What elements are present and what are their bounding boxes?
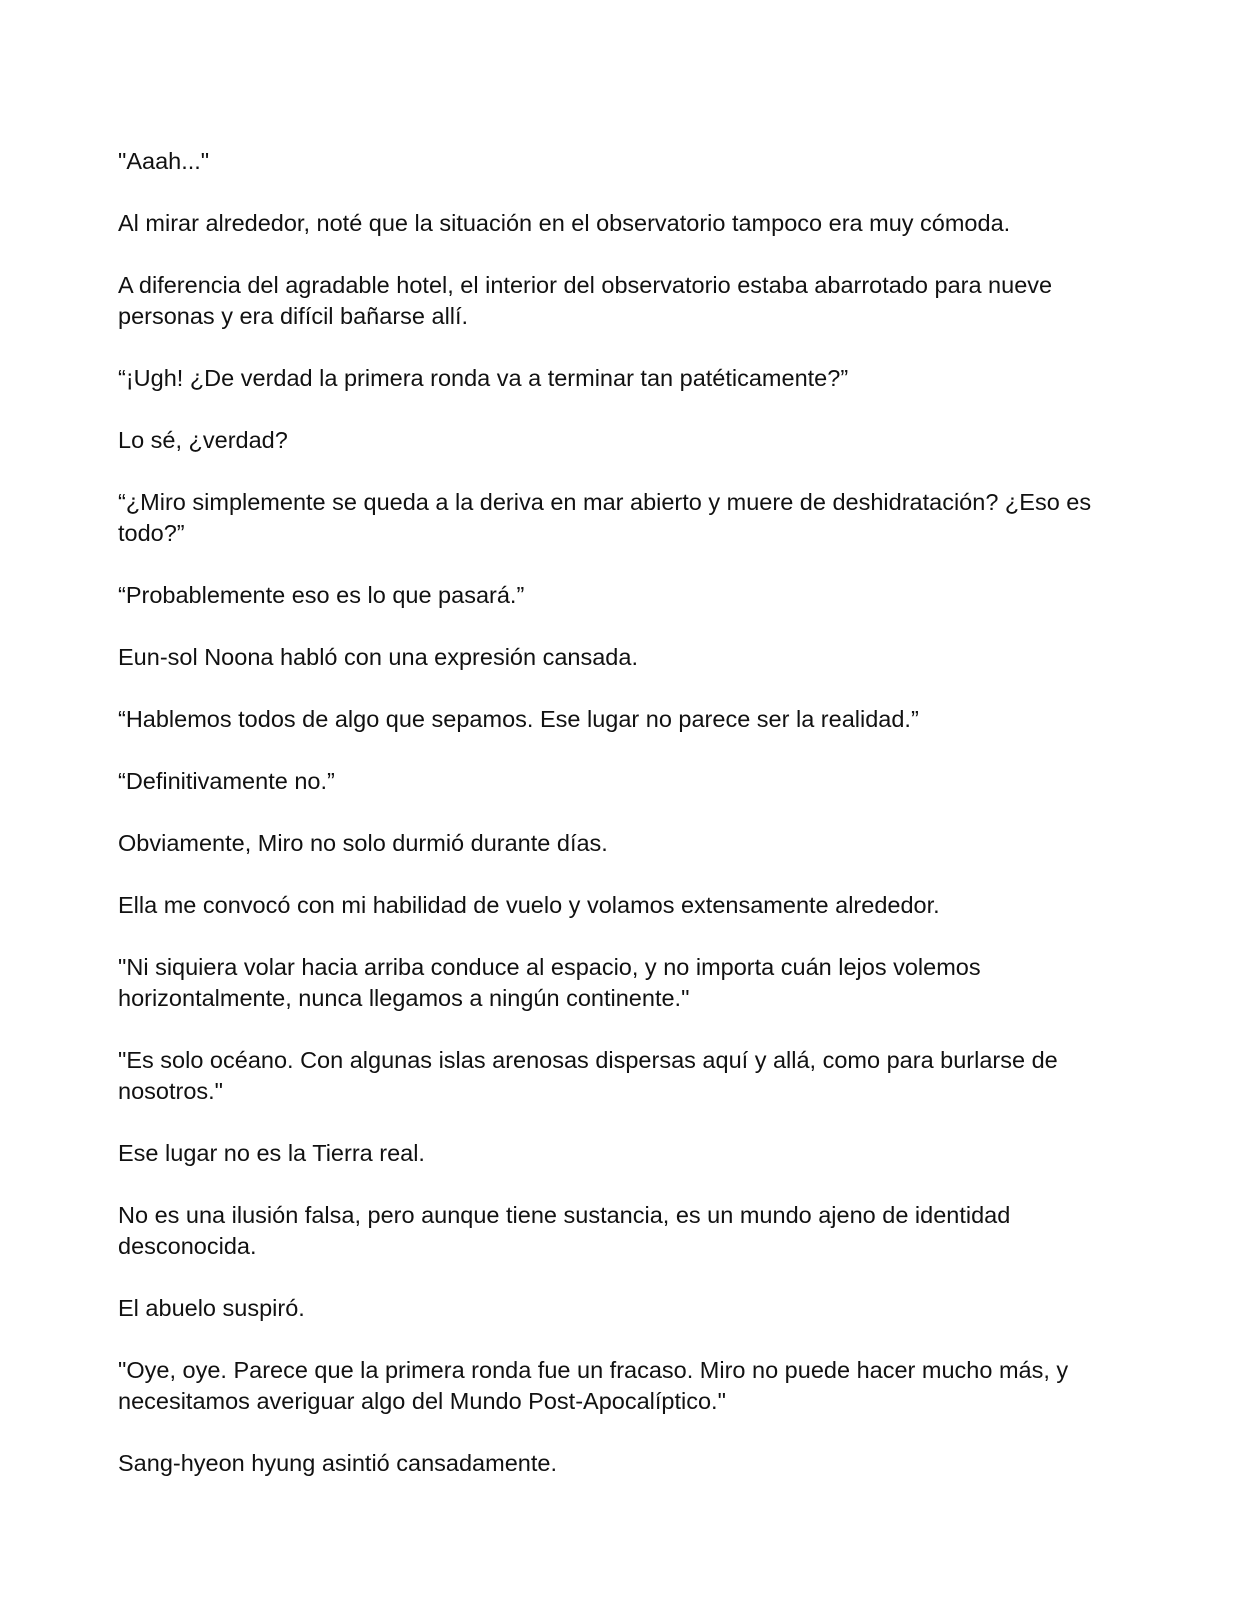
paragraph: Ese lugar no es la Tierra real. <box>118 1140 425 1166</box>
paragraph: "Ni siquiera volar hacia arriba conduce al espacio, y no importa cuán lejos volemos horizontalmente, nunca llegamos a ningún continente." <box>118 954 981 1011</box>
paragraph: No es una ilusión falsa, pero aunque tiene sustancia, es un mundo ajeno de identidad desconocida. <box>118 1202 1011 1259</box>
paragraph: A diferencia del agradable hotel, el interior del observatorio estaba abarrotado para nueve personas y era difícil bañarse allí. <box>118 272 1053 329</box>
document-body <box>118 146 1128 1510</box>
paragraph: Obviamente, Miro no solo durmió durante días. <box>118 830 608 856</box>
paragraph: “¿Miro simplemente se queda a la deriva en mar abierto y muere de deshidratación? ¿Eso es todo?” <box>118 489 1092 546</box>
paragraph: "Aaah..." <box>118 148 210 174</box>
paragraph: “Hablemos todos de algo que sepamos. Ese lugar no parece ser la realidad.” <box>118 706 919 732</box>
paragraph: Sang-hyeon hyung asintió cansadamente. <box>118 1450 557 1476</box>
paragraph: "Oye, oye. Parece que la primera ronda fue un fracaso. Miro no puede hacer mucho más, y necesitamos averiguar algo del Mundo Post-Apocalíptico." <box>118 1357 1069 1414</box>
paragraph: “¡Ugh! ¿De verdad la primera ronda va a terminar tan patéticamente?” <box>118 365 849 391</box>
paragraph: "Es solo océano. Con algunas islas arenosas dispersas aquí y allá, como para burlarse de nosotros." <box>118 1047 1058 1104</box>
paragraph: Eun-sol Noona habló con una expresión cansada. <box>118 644 638 670</box>
paragraph: Al mirar alrededor, noté que la situación en el observatorio tampoco era muy cómoda. <box>118 210 1011 236</box>
paragraph: Lo sé, ¿verdad? <box>118 427 288 453</box>
paragraph: Ella me convocó con mi habilidad de vuelo y volamos extensamente alrededor. <box>118 892 940 918</box>
paragraph: El abuelo suspiró. <box>118 1295 305 1321</box>
paragraph: “Probablemente eso es lo que pasará.” <box>118 582 525 608</box>
paragraph: “Definitivamente no.” <box>118 768 335 794</box>
